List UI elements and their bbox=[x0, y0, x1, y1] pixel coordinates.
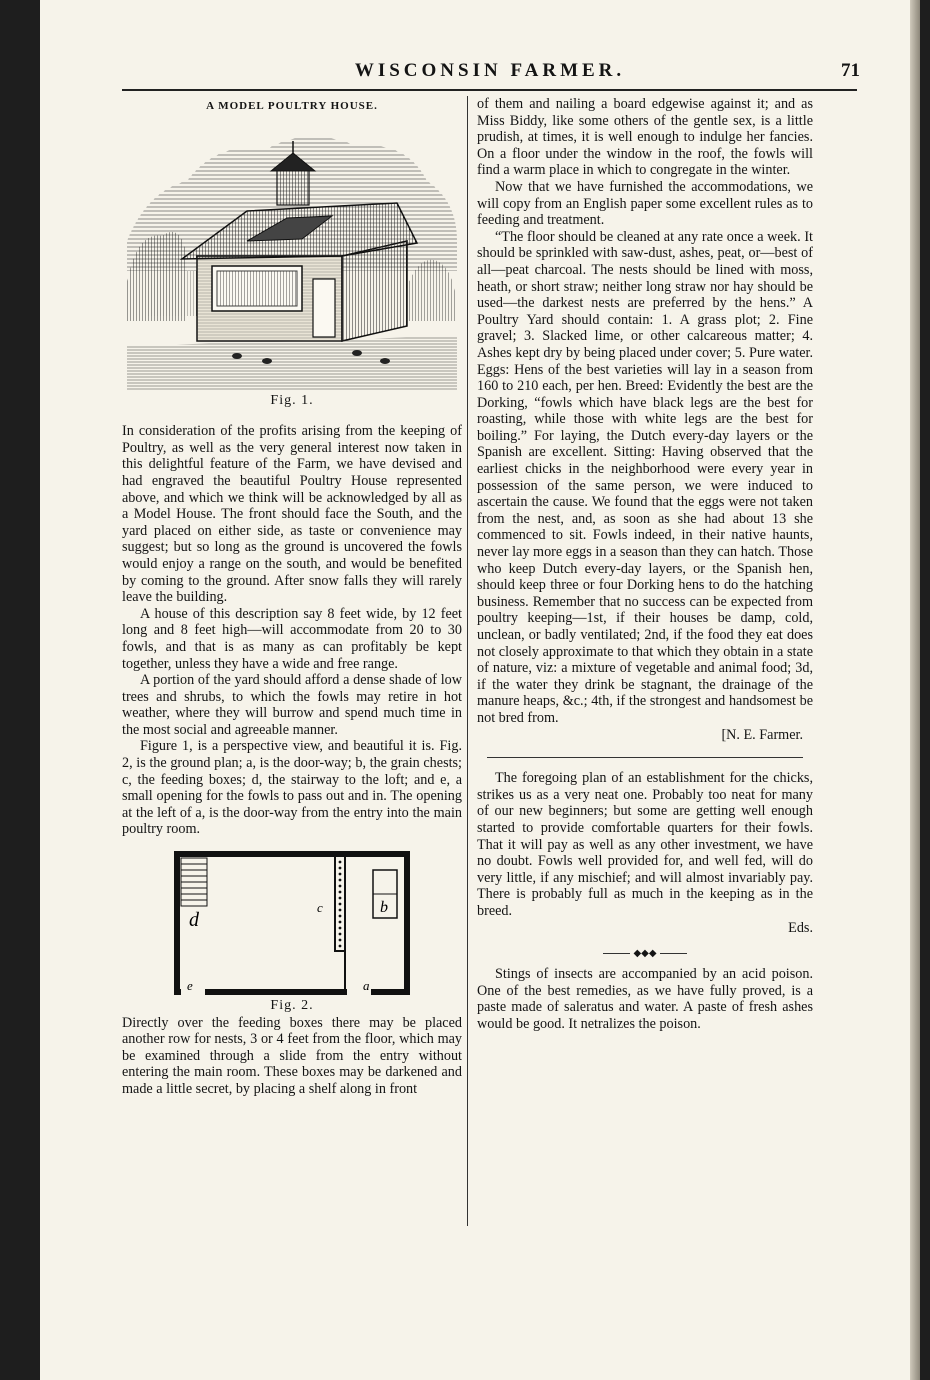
fig1-caption: Fig. 1. bbox=[270, 392, 314, 408]
article-title: A MODEL POULTRY HOUSE. bbox=[206, 100, 378, 112]
plan-label-e: e bbox=[187, 978, 193, 994]
newspaper-page bbox=[40, 0, 920, 1380]
plan-label-d: d bbox=[189, 909, 199, 932]
paragraph: “The floor should be cleaned at any rate once a week. It should be sprinkled with saw-dust, ashes, peat, or—best of all—peat charcoal. The nests should be lined with moss, heath, or short straw; neither long straw nor hay should be used—the darkest nests are preferred by the hens.” A Poultry Yard should contain: 1. A grass plot; 2. Fine gravel; 3. Slacked lime, or other calcareous matter; 4. Ashes kept dry by being placed under cover; 5. Pure water. Eggs: Hens of the best varieties will lay in a season from 160 to 210 each, per hen. Breed: Evidently the best are the Dorking, “fowls which have black legs are the best for roasting, while those with white legs are the best for boiling.” For laying, the Dutch every-day layers or the Spanish are excellent. Sitting: Having observed that the earliest chicks in the neighborhood were every year in possession of the same person, we were induced to ascertain the cause. We found that the eggs were not taken from the nest, and, as soon as she had about 13 she commenced to sit. Fowls indeed, in their native haunts, never lay more eggs in a season than they can hatch. Those who keep Dutch every-day layers, or the Spanish hen, should keep three or four Dorking hens to do the hatching business. Remember that no success can be expected from poultry keeping—1st, if their houses be damp, cold, unclean, or badly ventilated; 2nd, if the food they eat does not closely approximate to that which they obtain in a state of nature, viz: a mixture of vegetable and animal food; 3d, if the water they drink be stagnant, the drainage of the manure heaps, &c.; 4th, if the strongest and handsomest be not bred from. bbox=[477, 228, 813, 726]
ground-plan-diagram bbox=[167, 848, 417, 998]
column-rule bbox=[467, 96, 468, 1226]
paragraph: Now that we have furnished the accommodations, we will copy from an English paper some excellent rules as to feeding and treatment. bbox=[477, 178, 813, 229]
paragraph: Directly over the feeding boxes there may be placed another row for nests, 3 or 4 feet from the floor, which may be examined through a slide from the entry without entering the main room. These boxes may be darkened and made a little secret, by placing a shelf along in front bbox=[122, 1014, 462, 1097]
attribution: [N. E. Farmer. bbox=[721, 726, 803, 743]
paragraph: of them and nailing a board edgewise against it; and as Miss Biddy, like some others of the gentle sex, is a little prudish, at times, it is well enough to indulge her fancies. On a floor under the window in the roof, the fowls will find a warm place in which to congregate in the winter. bbox=[477, 96, 813, 179]
page-number: 71 bbox=[841, 60, 860, 81]
paragraph: In consideration of the profits arising from the keeping of Poultry, as well as the very general interest now taken in this delightful feature of the Farm, we have devised and had engraved the beautiful Poultry House represented above, and which we think will be acknowledged by all as a Model House. The front should face the South, and the yard placed on either side, as taste or convenience may suggest; but so long as the ground is uncovered the fowls would enjoy a range on the south, and would be benefited by coming to the ground. After snow falls they will rarely leave the building. bbox=[122, 423, 462, 606]
section-divider bbox=[487, 757, 803, 758]
editors-signature: Eds. bbox=[788, 919, 813, 936]
running-head: WISCONSIN FARMER. bbox=[354, 60, 626, 81]
paragraph: A house of this description say 8 feet wide, by 12 feet long and 8 feet high—will accommodate from 20 to 30 fowls, and that is as many as can profitably be kept together, unless they have a wide and free range. bbox=[122, 605, 462, 672]
page-header bbox=[120, 60, 860, 90]
plan-label-c: c bbox=[317, 900, 323, 916]
ornament: ◆◆◆ bbox=[630, 948, 659, 959]
right-column bbox=[477, 96, 813, 1032]
ornament-divider bbox=[477, 946, 813, 960]
left-column bbox=[122, 96, 462, 1098]
page-edge bbox=[910, 0, 920, 1380]
paragraph: The foregoing plan of an establishment for the chicks, strikes us as a very neat one. Probably too neat for many of our new beginners; but some are getting well enough started to provide comfortable quarters for their fowls. That it will pay as well as any other investment, we have no doubt. Fowls well provided for, and well fed, will do very little, if any mischief; and will almost invariably pay. There is probably full as much in the keeping as in the breed. bbox=[477, 770, 813, 919]
paragraph: A portion of the yard should afford a dense shade of low trees and shrubs, to which the fowls may retire in hot weather, where they will burrow and spend much time in the most social and agreeable manner. bbox=[122, 672, 462, 738]
paragraph: Stings of insects are accompanied by an acid poison. One of the best remedies, as we have fully proved, is a paste made of saleratus and water. A paste of fresh ashes would be good. It netralizes the poison. bbox=[477, 966, 813, 1032]
plan-label-b: b bbox=[380, 899, 388, 917]
header-rule bbox=[122, 89, 857, 91]
fig2-caption: Fig. 2. bbox=[270, 998, 314, 1014]
plan-label-a: a bbox=[363, 978, 370, 994]
paragraph: Figure 1, is a perspective view, and beautiful it is. Fig. 2, is the ground plan; a, is the door-way; b, the grain chests; c, the feeding boxes; d, the stairway to the loft; and e, a small opening for the fowls to pass out and in. The opening at the left of a, is the door-way from the entry into the main poultry room. bbox=[122, 738, 462, 838]
poultry-house-illustration bbox=[127, 121, 457, 391]
